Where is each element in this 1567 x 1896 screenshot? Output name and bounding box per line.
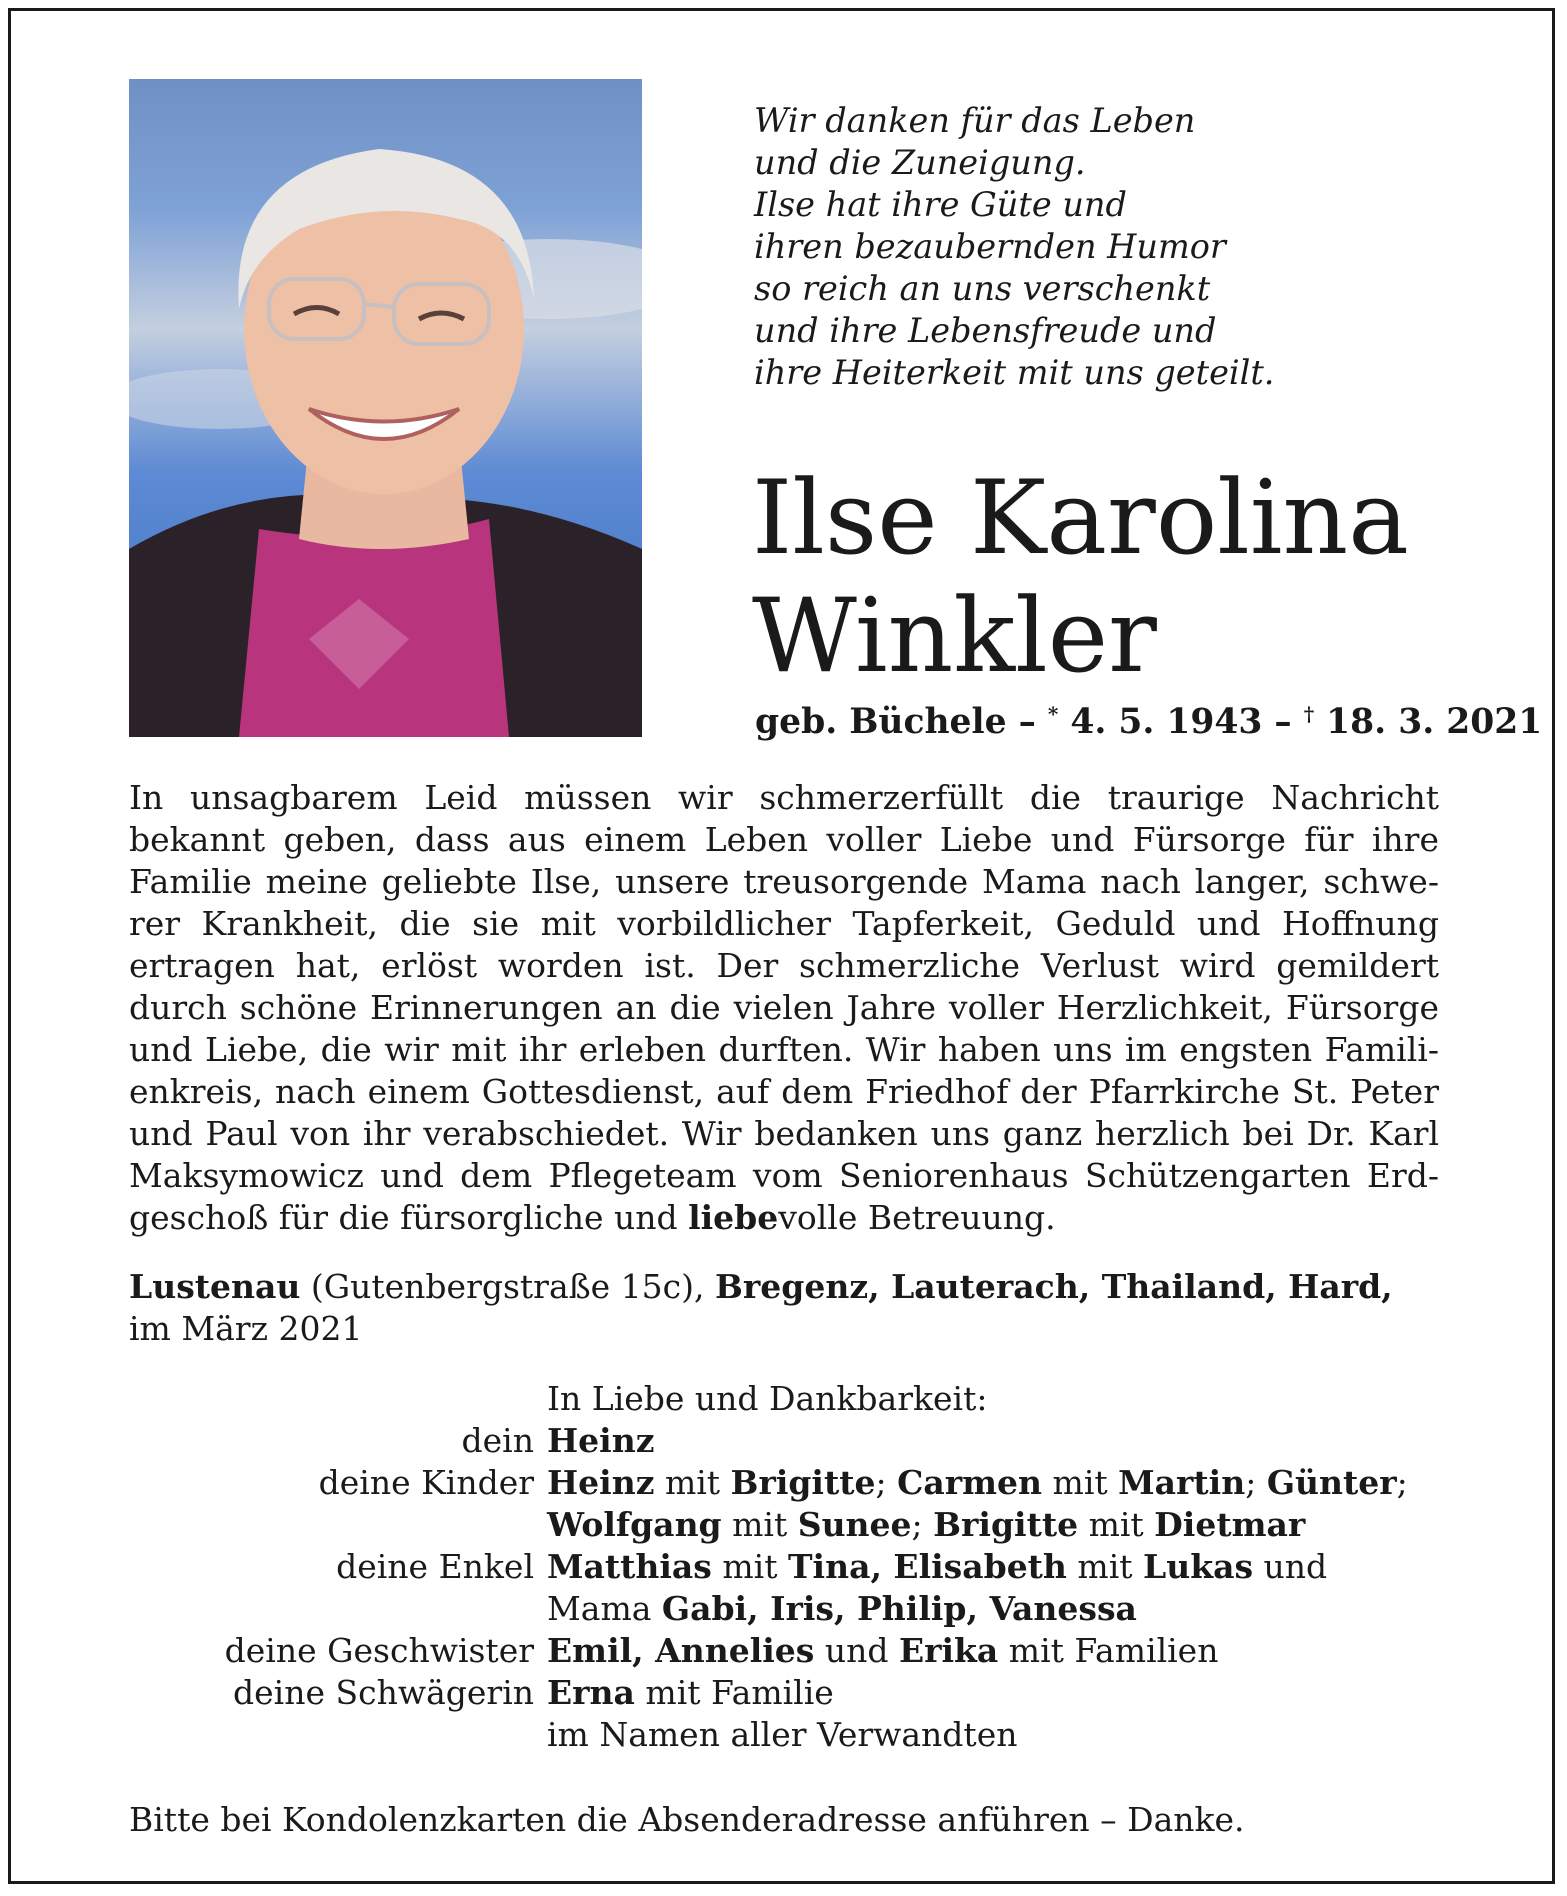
family-row [129, 1504, 1439, 1546]
body-line: rer Krankheit, die sie mit vorbildlicher Tapferkeit, Geduld und Hoffnung [129, 904, 1439, 943]
relative-name: Günter [1266, 1463, 1397, 1502]
relative-names [547, 1714, 1017, 1756]
body-line: bekannt geben, dass aus einem Leben voller Liebe und Fürsorge für ihre [129, 820, 1439, 859]
relative-names [547, 1462, 1408, 1504]
relative-names [547, 1588, 1137, 1630]
separator: – [1006, 702, 1048, 742]
maiden-name: geb. Büchele [755, 702, 1007, 742]
connector-text: mit [1078, 1505, 1155, 1544]
relative-names [547, 1504, 1305, 1546]
body-line: Maksymowicz und dem Pflegeteam vom Seniorenhaus Schützengarten Erd- [129, 1156, 1439, 1195]
connector-text: mit [711, 1547, 788, 1586]
relative-name: Tina, Elisabeth [787, 1547, 1067, 1586]
footer-note: Bitte bei Kondolenzkarten die Absenderadresse anführen – Danke. [129, 1800, 1245, 1839]
portrait-photo [129, 79, 642, 737]
body-line: enkreis, nach einem Gottesdienst, auf dem Friedhof der Pfarrkirche St. Peter [129, 1072, 1439, 1111]
poem-line: und ihre Lebensfreude und [754, 311, 1217, 350]
relative-name: Erika [898, 1631, 999, 1670]
relative-names [547, 1672, 834, 1714]
body-line: ertragen hat, erlöst worden ist. Der schmerzliche Verlust wird gemildert [129, 946, 1439, 985]
poem-line: ihre Heiterkeit mit uns geteilt. [754, 353, 1275, 392]
obituary-body [129, 777, 1439, 1239]
relation-label: deine Schwägerin [233, 1673, 534, 1712]
birth-death-dates [755, 702, 1542, 742]
body-line-last [129, 1197, 1439, 1239]
family-row [129, 1630, 1439, 1672]
family-row [129, 1462, 1439, 1504]
connector-text: und [814, 1631, 899, 1670]
deceased-name [752, 460, 1409, 696]
relative-names [547, 1546, 1327, 1588]
relative-name: Dietmar [1154, 1505, 1306, 1544]
connector-text: mit Familien [998, 1631, 1219, 1670]
body-line: und Liebe, die wir mit ihr erleben durften. Wir haben uns im engsten Famili- [129, 1030, 1439, 1069]
place-date: im März 2021 [129, 1309, 363, 1348]
relative-name: Wolfgang [547, 1505, 722, 1544]
body-line: und Paul von ihr verabschiedet. Wir bedanken uns ganz herzlich bei Dr. Karl [129, 1114, 1439, 1153]
family-list [129, 1378, 1439, 1756]
connector-text: und [1253, 1547, 1328, 1586]
poem-line: Ilse hat ihre Güte und [754, 185, 1127, 224]
poem-line: Wir danken für das Leben [754, 101, 1196, 140]
death-date: 18. 3. 2021 [1314, 702, 1543, 742]
poem [754, 100, 1354, 394]
relation-label: deine Geschwister [224, 1631, 534, 1670]
family-row [129, 1546, 1439, 1588]
body-line: durch schöne Erinnerungen an die vielen Jahre voller Herzlichkeit, Fürsorge [129, 988, 1439, 1027]
poem-line: ihren bezaubernden Humor [754, 227, 1226, 266]
city: Lustenau [129, 1267, 301, 1306]
birth-date: 4. 5. 1943 [1058, 702, 1263, 742]
connector-text: ; [911, 1505, 934, 1544]
relative-name: Lukas [1143, 1547, 1254, 1586]
relative-names [547, 1630, 1218, 1672]
birth-star-icon: * [1047, 702, 1059, 726]
family-row [129, 1672, 1439, 1714]
poem-line: und die Zuneigung. [754, 143, 1086, 182]
body-text-segment: volle Betreuung. [778, 1198, 1056, 1237]
relative-names [547, 1420, 654, 1462]
portrait-illustration [129, 79, 642, 737]
relative-name: Matthias [547, 1547, 712, 1586]
relation-label [129, 1714, 547, 1756]
relation-label [129, 1504, 547, 1546]
family-intro: In Liebe und Dankbarkeit: [547, 1379, 988, 1418]
relation-label: deine Kinder [318, 1463, 534, 1502]
relative-name: Heinz [547, 1463, 655, 1502]
body-text-segment: geschoß für die fürsorgliche und [129, 1198, 689, 1237]
relative-name: Carmen [897, 1463, 1043, 1502]
connector-text: im Namen aller Verwandten [547, 1715, 1018, 1754]
relative-name: Martin [1118, 1463, 1246, 1502]
body-bold-segment: liebe [688, 1198, 779, 1237]
family-row [129, 1714, 1439, 1756]
places-block [129, 1266, 1393, 1350]
family-row [129, 1420, 1439, 1462]
connector-text: mit [654, 1463, 731, 1502]
relation-label: deine Enkel [336, 1547, 534, 1586]
relation-label [129, 1588, 547, 1630]
relation-label: dein [461, 1421, 534, 1460]
relative-name: Emil, Annelies [547, 1631, 815, 1670]
body-line: In unsagbarem Leid müssen wir schmerzerfüllt die traurige Nachricht [129, 778, 1439, 817]
name-line-2: Winkler [752, 577, 1157, 696]
body-line: Familie meine geliebte Ilse, unsere treusorgende Mama nach langer, schwe- [129, 862, 1439, 901]
relative-name: Brigitte [933, 1505, 1079, 1544]
poem-line: so reich an uns verschenkt [754, 269, 1211, 308]
separator: – [1262, 702, 1304, 742]
relative-name: Brigitte [730, 1463, 876, 1502]
connector-text: mit [721, 1505, 798, 1544]
connector-text: ; [875, 1463, 898, 1502]
connector-text: mit [1042, 1463, 1119, 1502]
connector-text: Mama [547, 1589, 662, 1628]
relative-name: Heinz [547, 1421, 655, 1460]
connector-text: ; [1245, 1463, 1267, 1502]
name-line-1: Ilse Karolina [752, 459, 1409, 578]
family-rows [129, 1420, 1439, 1756]
other-places: Bregenz, Lauterach, Thailand, Hard, [715, 1267, 1393, 1306]
connector-text: mit [1066, 1547, 1144, 1586]
address: (Gutenbergstraße 15c), [300, 1267, 716, 1306]
relative-name: Gabi, Iris, Philip, Vanessa [661, 1589, 1137, 1628]
connector-text: mit Familie [634, 1673, 834, 1712]
relative-name: Erna [547, 1673, 635, 1712]
death-cross-icon: † [1303, 702, 1315, 726]
family-row [129, 1588, 1439, 1630]
relative-name: Sunee [797, 1505, 912, 1544]
connector-text: ; [1396, 1463, 1408, 1502]
